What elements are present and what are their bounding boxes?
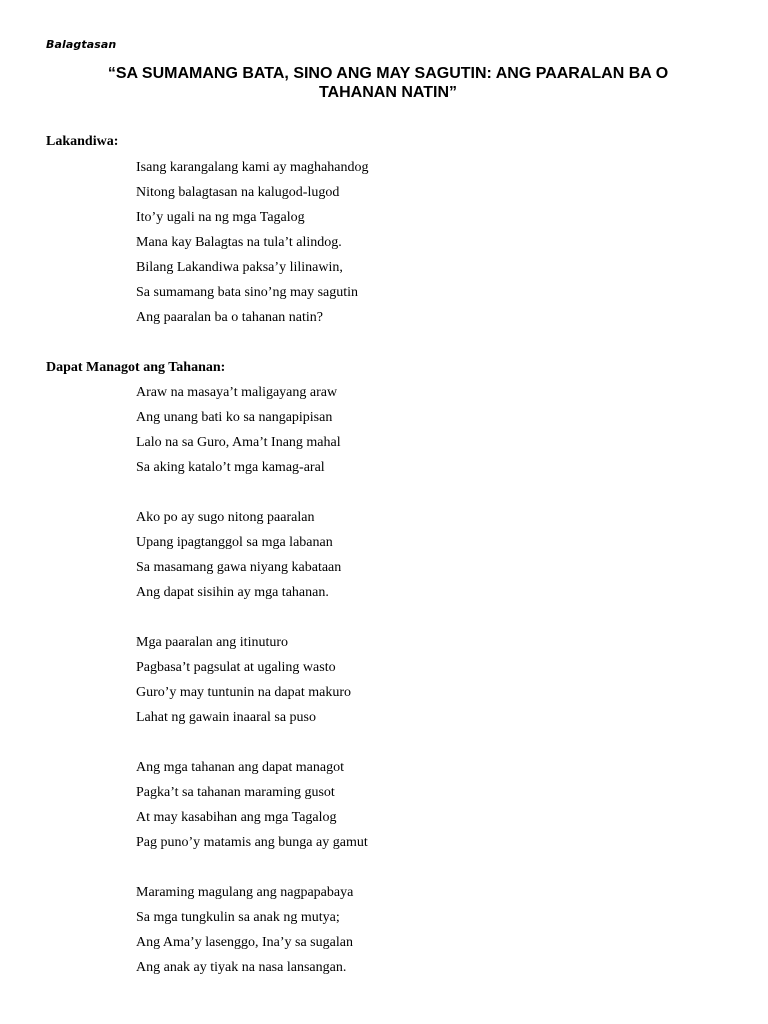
verse-line: Lahat ng gawain inaaral sa puso xyxy=(136,710,316,725)
verse-line: Sa sumamang bata sino’ng may sagutin xyxy=(136,285,359,300)
stanza xyxy=(136,509,341,609)
verse-line: Ang paaralan ba o tahanan natin? xyxy=(136,310,323,325)
stanza xyxy=(136,884,353,984)
verse-line: Nitong balagtasan na kalugod-lugod xyxy=(136,185,340,200)
section-heading-lakandiwa: Lakandiwa: xyxy=(46,134,119,149)
section-heading-dapat-managot: Dapat Managot ang Tahanan: xyxy=(46,360,226,375)
verse-line: Ang anak ay tiyak na nasa lansangan. xyxy=(136,960,347,975)
verse-line: Ang unang bati ko sa nangapipisan xyxy=(136,410,333,425)
verse-line: At may kasabihan ang mga Tagalog xyxy=(136,810,337,825)
verse-line: Lalo na sa Guro, Ama’t Inang mahal xyxy=(136,435,341,450)
verse-line: Pagbasa’t pagsulat at ugaling wasto xyxy=(136,660,336,675)
stanza xyxy=(136,759,368,859)
poem-title xyxy=(40,64,736,102)
poem-title-line-2: TAHANAN NATIN” xyxy=(318,84,458,101)
verse-line: Maraming magulang ang nagpapabaya xyxy=(136,885,354,900)
verse-line: Mga paaralan ang itinuturo xyxy=(136,635,289,650)
verse-line: Mana kay Balagtas na tula’t alindog. xyxy=(136,235,342,250)
verse-line: Ang dapat sisihin ay mga tahanan. xyxy=(136,585,329,600)
header-label: Balagtasan xyxy=(46,38,117,51)
verse-line: Sa masamang gawa niyang kabataan xyxy=(136,560,342,575)
verse-line: Sa aking katalo’t mga kamag-aral xyxy=(136,460,325,475)
stanza xyxy=(136,384,341,484)
verse-line: Sa mga tungkulin sa anak ng mutya; xyxy=(136,910,340,925)
verse-line: Ako po ay sugo nitong paaralan xyxy=(136,510,315,525)
stanza xyxy=(136,159,368,334)
verse-line: Guro’y may tuntunin na dapat makuro xyxy=(136,685,352,700)
verse-line: Ang mga tahanan ang dapat managot xyxy=(136,760,344,775)
verse-line: Pag puno’y matamis ang bunga ay gamut xyxy=(136,835,368,850)
verse-line: Isang karangalang kami ay maghahandog xyxy=(136,160,369,175)
verse-line: Pagka’t sa tahanan maraming gusot xyxy=(136,785,335,800)
verse-line: Ang Ama’y lasenggo, Ina’y sa sugalan xyxy=(136,935,353,950)
verse-line: Bilang Lakandiwa paksa’y lilinawin, xyxy=(136,260,343,275)
verse-line: Araw na masaya’t maligayang araw xyxy=(136,385,338,400)
stanza xyxy=(136,634,351,734)
verse-line: Upang ipagtanggol sa mga labanan xyxy=(136,535,333,550)
poem-title-line-1: “SA SUMAMANG BATA, SINO ANG MAY SAGUTIN: ANG PAARALAN BA O xyxy=(107,65,669,82)
verse-line: Ito’y ugali na ng mga Tagalog xyxy=(136,210,305,225)
